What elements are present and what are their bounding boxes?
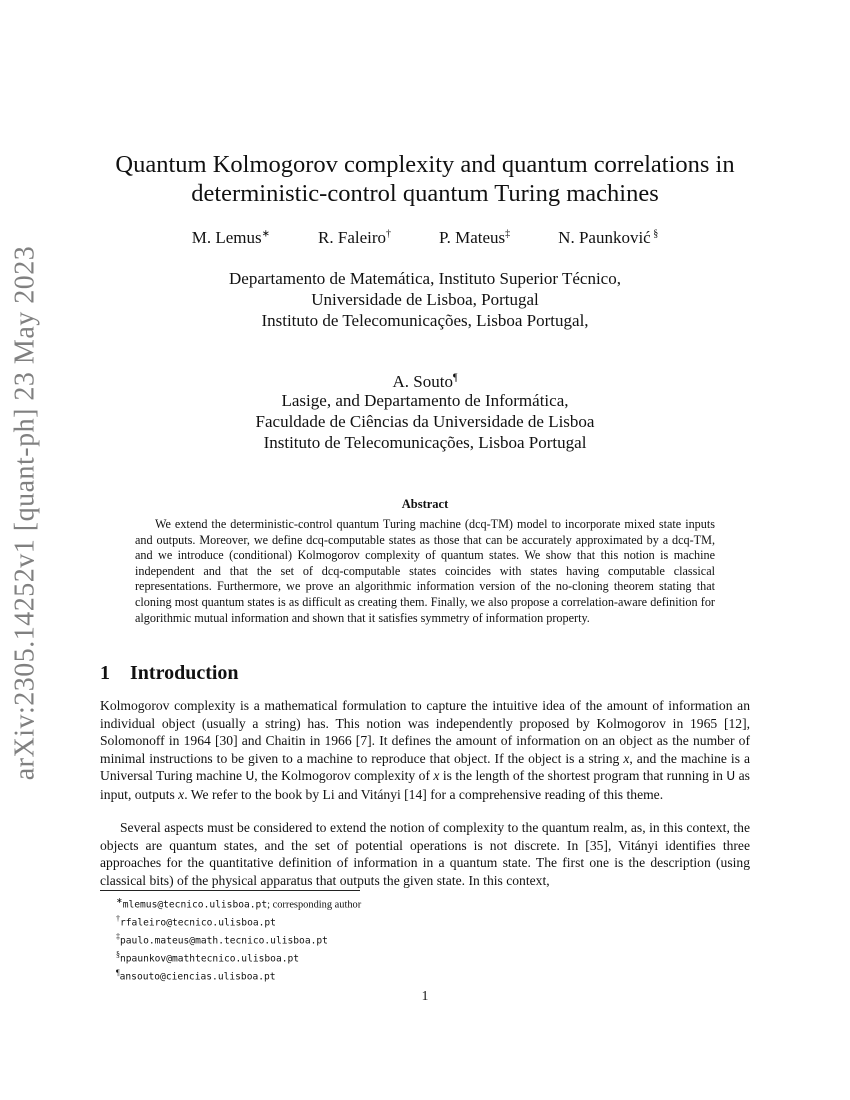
title-line-1: Quantum Kolmogorov complexity and quantum correlations in [115,151,735,178]
author-name: M. Lemus [191,228,262,247]
author-mark: ¶ [452,372,458,384]
author-souto [100,372,750,392]
author-name: P. Mateus [439,228,506,247]
text-run: Kolmogorov complexity is a mathematical formulation to capture the intuitive idea of the amount of information an individual object (usually a string) has. This notion was independently proposed by Kolmogorov in 1965 [12], Solomonoff in 1964 [30] and Chaitin in 1966 [7]. It defines the amount of information on an object as the number of minimal instructions to be given to a machine to reproduce that object. If the object is a string [100,698,750,766]
footnote-note: ; corresponding author [267,899,362,911]
arxiv-stamp-text: arXiv:2305.14252v1 [quant-ph] 23 May 2023 [9,245,41,781]
affiliation-block-1 [100,268,750,331]
footnote-mark: ∗ [116,896,123,905]
math-machine: U [726,769,736,783]
author-list [100,228,750,248]
author [318,228,391,248]
affiliation-line: Faculdade de Ciências da Universidade de Lisboa [255,412,595,431]
text-run: , and the machine is a Universal Turing machine [100,750,750,783]
author-mark: ∗ [261,228,271,240]
footnote [116,894,716,912]
text-run: , the Kolmogorov complexity of [254,768,434,783]
affiliation-block-2 [100,390,750,453]
footnotes [116,894,716,984]
abstract-heading: Abstract [401,497,449,511]
intro-paragraph-1 [100,697,750,803]
author-mark: ‡ [505,228,511,240]
text-run: is the length of the shortest program that running in [439,768,727,783]
affiliation-line: Lasige, and Departamento de Informática, [281,391,569,410]
footnote-email: ansouto@ciencias.ulisboa.pt [119,971,276,983]
text-run: as input, outputs [100,768,750,802]
footnote [116,930,716,948]
footnote-email: npaunkov@mathtecnico.ulisboa.pt [120,953,300,965]
footnote-mark: ‡ [116,931,120,941]
affiliation-line: Instituto de Telecomunicações, Lisboa Portugal, [261,311,589,330]
author-mark: † [386,228,392,240]
affiliation-line: Universidade de Lisboa, Portugal [311,290,539,309]
affiliation-line: Instituto de Telecomunicações, Lisboa Portugal [263,433,587,452]
footnote-rule [100,890,360,891]
footnote-email: mlemus@tecnico.ulisboa.pt [122,899,268,911]
footnote [116,948,716,966]
math-var: x [433,768,440,783]
abstract-text: We extend the deterministic-control quantum Turing machine (dcq-TM) model to incorporate mixed state inputs and outputs. Moreover, we define dcq-computable states as those that can be accurately approximated by a dcq-TM, and we introduce (conditional) Kolmogorov complexity of quantum states. We show that this notion is machine independent and that the set of dcq-computable states coincides with states having computable classical representations. Furthermore, we prove an algorithmic information version of the no-cloning theorem stating that cloning most quantum states is as difficult as creating them. Finally, we also propose a correlation-aware definition for algorithmic mutual information and shown that it satisfies symmetry of information property. [135,517,715,625]
math-var: x [178,786,185,802]
arxiv-stamp [5,245,45,781]
author-name: R. Faleiro [318,228,387,247]
author [439,228,510,248]
footnote-email: paulo.mateus@math.tecnico.ulisboa.pt [120,935,328,947]
section-title: Introduction [130,662,239,684]
text-run: . We refer to the book by Li and Vitányi [14] for a comprehensive reading of this theme. [184,786,664,802]
section-number: 1 [100,662,110,684]
page-number: 1 [421,988,429,1003]
author [192,228,270,248]
author [558,228,658,248]
title-line-2: deterministic-control quantum Turing machines [191,180,659,207]
author-name: N. Paunković [558,228,651,247]
footnote [116,912,716,930]
affiliation-line: Departamento de Matemática, Instituto Superior Técnico, [229,269,621,288]
footnote-mark: § [116,949,120,959]
math-machine: U [245,769,255,783]
footnote [116,966,716,984]
math-var: x [623,750,630,766]
author-name: A. Souto [392,372,453,391]
footnote-email: rfaleiro@tecnico.ulisboa.pt [120,917,276,929]
footnote-mark: ¶ [116,967,120,977]
intro-paragraph-2: Several aspects must be considered to extend the notion of complexity to the quantum realm, as, in this context, the objects are quantum states, and the set of potential operations is not discrete. In [35], Vitányi identifies three approaches for the quantitative definition of information in a quantum state. The first one is the description (using classical bits) of the physical apparatus that outputs the given state. In this context, [100,820,750,888]
footnote-mark: † [116,913,120,923]
paper-title [100,150,750,208]
author-mark: § [650,228,659,240]
section-heading [100,662,750,685]
